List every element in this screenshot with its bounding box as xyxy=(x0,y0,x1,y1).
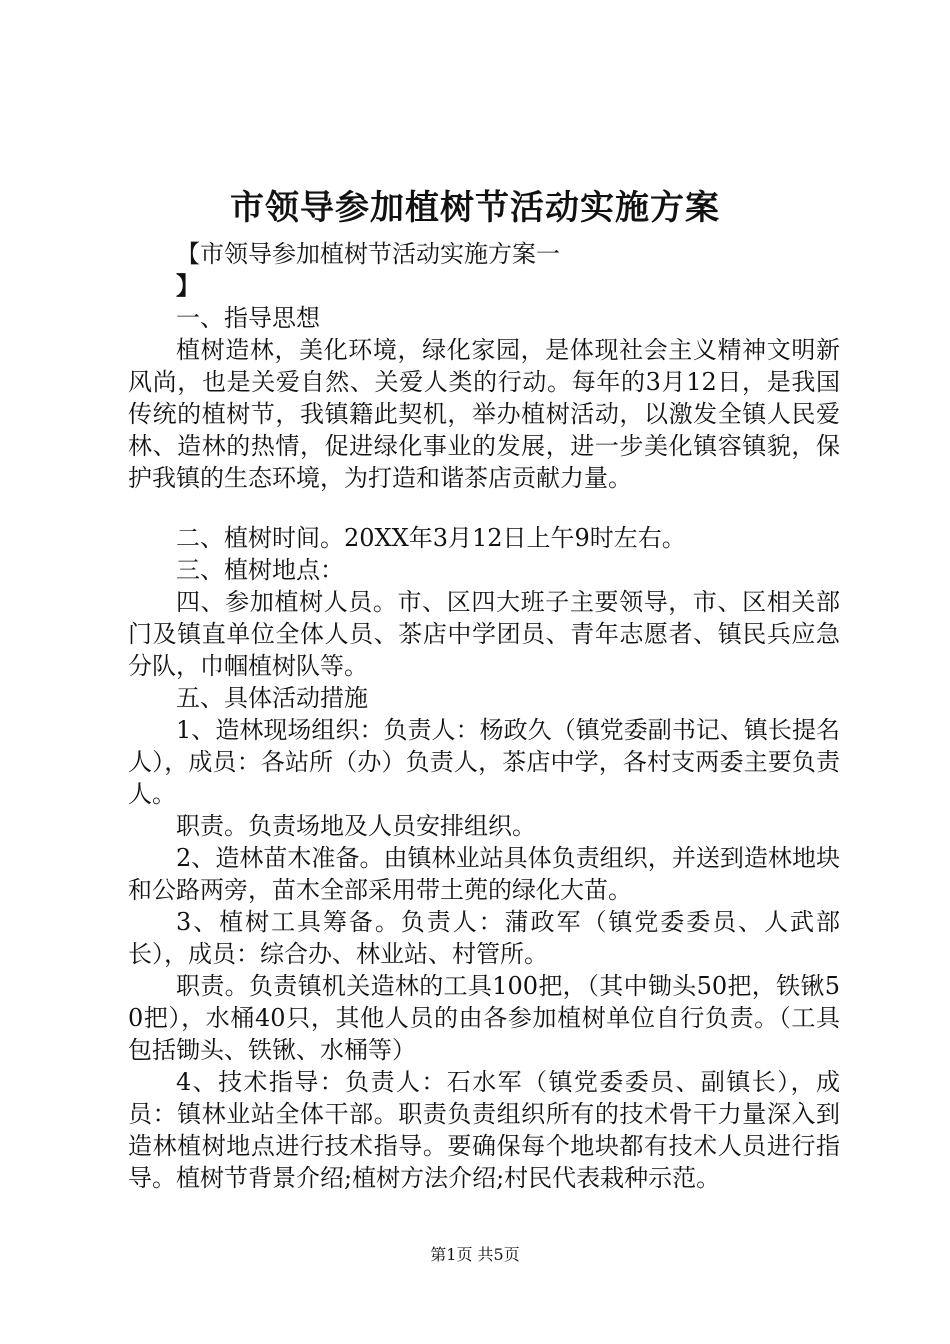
page-indicator: 第1页 共5页 xyxy=(430,1245,520,1264)
paragraph-site-organization: 1、造林现场组织：负责人：杨政久（镇党委副书记、镇长提名人），成员：各站所（办）负责人，茶店中学，各村支两委主要负责人。 xyxy=(128,716,840,808)
paragraph-location: 三、植树地点： xyxy=(176,556,344,584)
document-body xyxy=(128,238,840,1194)
paragraph-gap xyxy=(128,494,840,522)
paragraph-duty-tools: 职责。负责镇机关造林的工具100把，（其中锄头50把，铁锹50把），水桶40只，其他人员的由各参加植树单位自行负责。（工具包括锄头、铁锹、水桶等） xyxy=(128,972,840,1064)
document-title: 市领导参加植树节活动实施方案 xyxy=(230,188,720,228)
paragraph-time: 二、植树时间。20XX年3月12日上午9时左右。 xyxy=(176,524,686,552)
subtitle-open: 【市领导参加植树节活动实施方案一 xyxy=(176,240,560,268)
paragraph-guiding-heading: 一、指导思想 xyxy=(176,304,320,332)
paragraph-participants: 四、参加植树人员。市、区四大班子主要领导，市、区相关部门及镇直单位全体人员、茶店中学团员、青年志愿者、镇民兵应急分队，巾帼植树队等。 xyxy=(128,588,840,680)
paragraph-measures-heading: 五、具体活动措施 xyxy=(176,684,368,712)
paragraph-guiding-body: 植树造林，美化环境，绿化家园，是体现社会主义精神文明新风尚，也是关爱自然、关爱人类的行动。每年的3月12日，是我国传统的植树节，我镇籍此契机，举办植树活动，以激发全镇人民爱林、造林的热情，促进绿化事业的发展，进一步美化镇容镇貌，保护我镇的生态环境，为打造和谐茶店贡献力量。 xyxy=(128,336,840,492)
paragraph-tools: 3、植树工具筹备。负责人：蒲政军（镇党委委员、人武部长），成员：综合办、林业站、村管所。 xyxy=(128,908,840,968)
paragraph-technical-guidance: 4、技术指导：负责人：石水军（镇党委委员、副镇长），成员：镇林业站全体干部。职责负责组织所有的技术骨干力量深入到造林植树地点进行技术指导。要确保每个地块都有技术人员进行指导。植树节背景介绍;植树方法介绍;村民代表栽种示范。 xyxy=(128,1068,840,1192)
subtitle-close: 】 xyxy=(176,271,200,300)
paragraph-duty-1: 职责。负责场地及人员安排组织。 xyxy=(176,812,536,840)
paragraph-seedlings: 2、造林苗木准备。由镇林业站具体负责组织，并送到造林地块和公路两旁，苗木全部采用带土蔸的绿化大苗。 xyxy=(128,844,840,904)
